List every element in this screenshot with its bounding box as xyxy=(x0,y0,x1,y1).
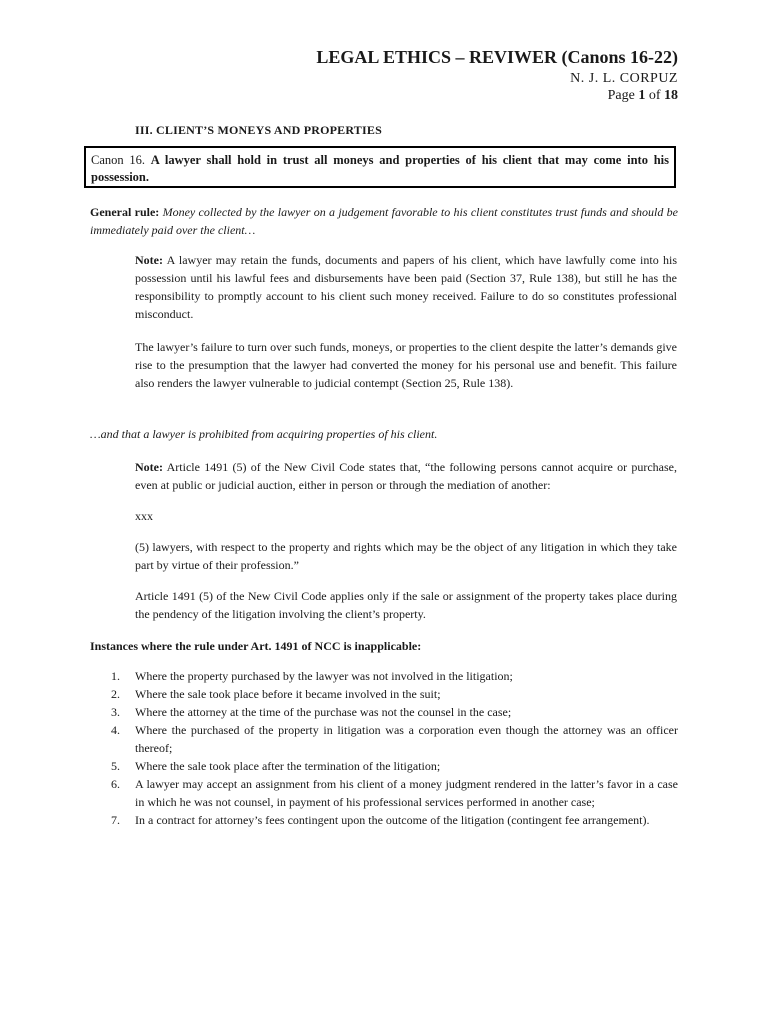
instances-list xyxy=(90,667,678,829)
list-item-text: A lawyer may accept an assignment from his client of a money judgment rendered in the latter’s favor in a case in which he was not counsel, in payment of his professional services performed in another case; xyxy=(135,777,678,809)
list-item xyxy=(90,667,678,685)
list-item-number: 3. xyxy=(111,705,120,719)
list-item-number: 2. xyxy=(111,687,120,701)
list-item xyxy=(90,757,678,775)
note-label-1: Note: xyxy=(135,253,163,267)
instances-heading: Instances where the rule under Art. 1491 of NCC is inapplicable: xyxy=(90,639,422,653)
omission-marker: xxx xyxy=(135,509,153,523)
list-item-number: 4. xyxy=(111,723,120,737)
list-item-text: Where the property purchased by the lawyer was not involved in the litigation; xyxy=(135,669,513,683)
document-title: LEGAL ETHICS – REVIWER (Canons 16-22) xyxy=(316,47,678,67)
page-total: 18 xyxy=(664,88,678,103)
list-item-text: Where the attorney at the time of the purchase was not the counsel in the case; xyxy=(135,705,512,719)
list-item-text: Where the sale took place after the termination of the litigation; xyxy=(135,759,441,773)
general-rule-paragraph xyxy=(90,203,678,239)
note-text-2: Article 1491 (5) of the New Civil Code states that, “the following persons cannot acquire or purchase, even at public or judicial auction, either in person or through the mediation of another: xyxy=(135,460,677,492)
list-item xyxy=(90,721,678,757)
list-item xyxy=(90,685,678,703)
page-number xyxy=(316,87,678,104)
canon-16-box xyxy=(84,146,676,188)
list-item-number: 5. xyxy=(111,759,120,773)
list-item-number: 1. xyxy=(111,669,120,683)
note-paragraph-2 xyxy=(135,458,677,494)
lawyers-failure-paragraph: The lawyer’s failure to turn over such funds, moneys, or properties to the client despite the latter’s demands give rise to the presumption that the lawyer had converted the money for his personal use and benefit. This failure also renders the lawyer vulnerable to judicial contempt (Section 25, Rule 138). xyxy=(135,340,677,390)
page-current: 1 xyxy=(638,88,646,103)
list-item-number: 6. xyxy=(111,777,120,791)
list-item xyxy=(90,775,678,811)
page-of: of xyxy=(648,88,661,103)
list-item-text: Where the purchased of the property in litigation was a corporation even though the attorney was an officer thereof; xyxy=(135,723,678,755)
article-item-5-paragraph: (5) lawyers, with respect to the property and rights which may be the object of any litigation in which they take part by virtue of their profession.” xyxy=(135,540,677,572)
list-item xyxy=(90,703,678,721)
author-name: N. J. L. CORPUZ xyxy=(570,71,678,86)
note-text-1: A lawyer may retain the funds, documents and papers of his client, which have lawfully come into his possession until his lawful fees and disbursements have been paid (Section 37, Rule 138), but still he has the responsibility to promptly account to his client such money received. Failure to do so constitutes professional misconduct. xyxy=(135,253,677,321)
note-paragraph-1 xyxy=(135,251,677,323)
note-label-2: Note: xyxy=(135,460,163,474)
prohibited-paragraph xyxy=(90,425,678,443)
section-heading: III. CLIENT’S MONEYS AND PROPERTIES xyxy=(135,123,382,137)
page-label: Page xyxy=(607,88,635,103)
canon-text: A lawyer shall hold in trust all moneys and properties of his client that may come into his possession. xyxy=(91,153,669,184)
general-rule-text: Money collected by the lawyer on a judgement favorable to his client constitutes trust funds and should be immediately paid over the client… xyxy=(90,205,678,237)
general-rule-label: General rule: xyxy=(90,205,160,219)
list-item-text: Where the sale took place before it became involved in the suit; xyxy=(135,687,441,701)
page-header xyxy=(316,46,678,104)
canon-label: Canon 16. xyxy=(91,153,146,167)
list-item xyxy=(90,811,678,829)
list-item-text: In a contract for attorney’s fees contingent upon the outcome of the litigation (contingent fee arrangement). xyxy=(135,813,650,827)
prohibited-text: …and that a lawyer is prohibited from acquiring properties of his client. xyxy=(90,427,438,441)
list-item-number: 7. xyxy=(111,813,120,827)
article-applies-paragraph: Article 1491 (5) of the New Civil Code applies only if the sale or assignment of the property takes place during the pendency of the litigation involving the client’s property. xyxy=(135,589,677,621)
